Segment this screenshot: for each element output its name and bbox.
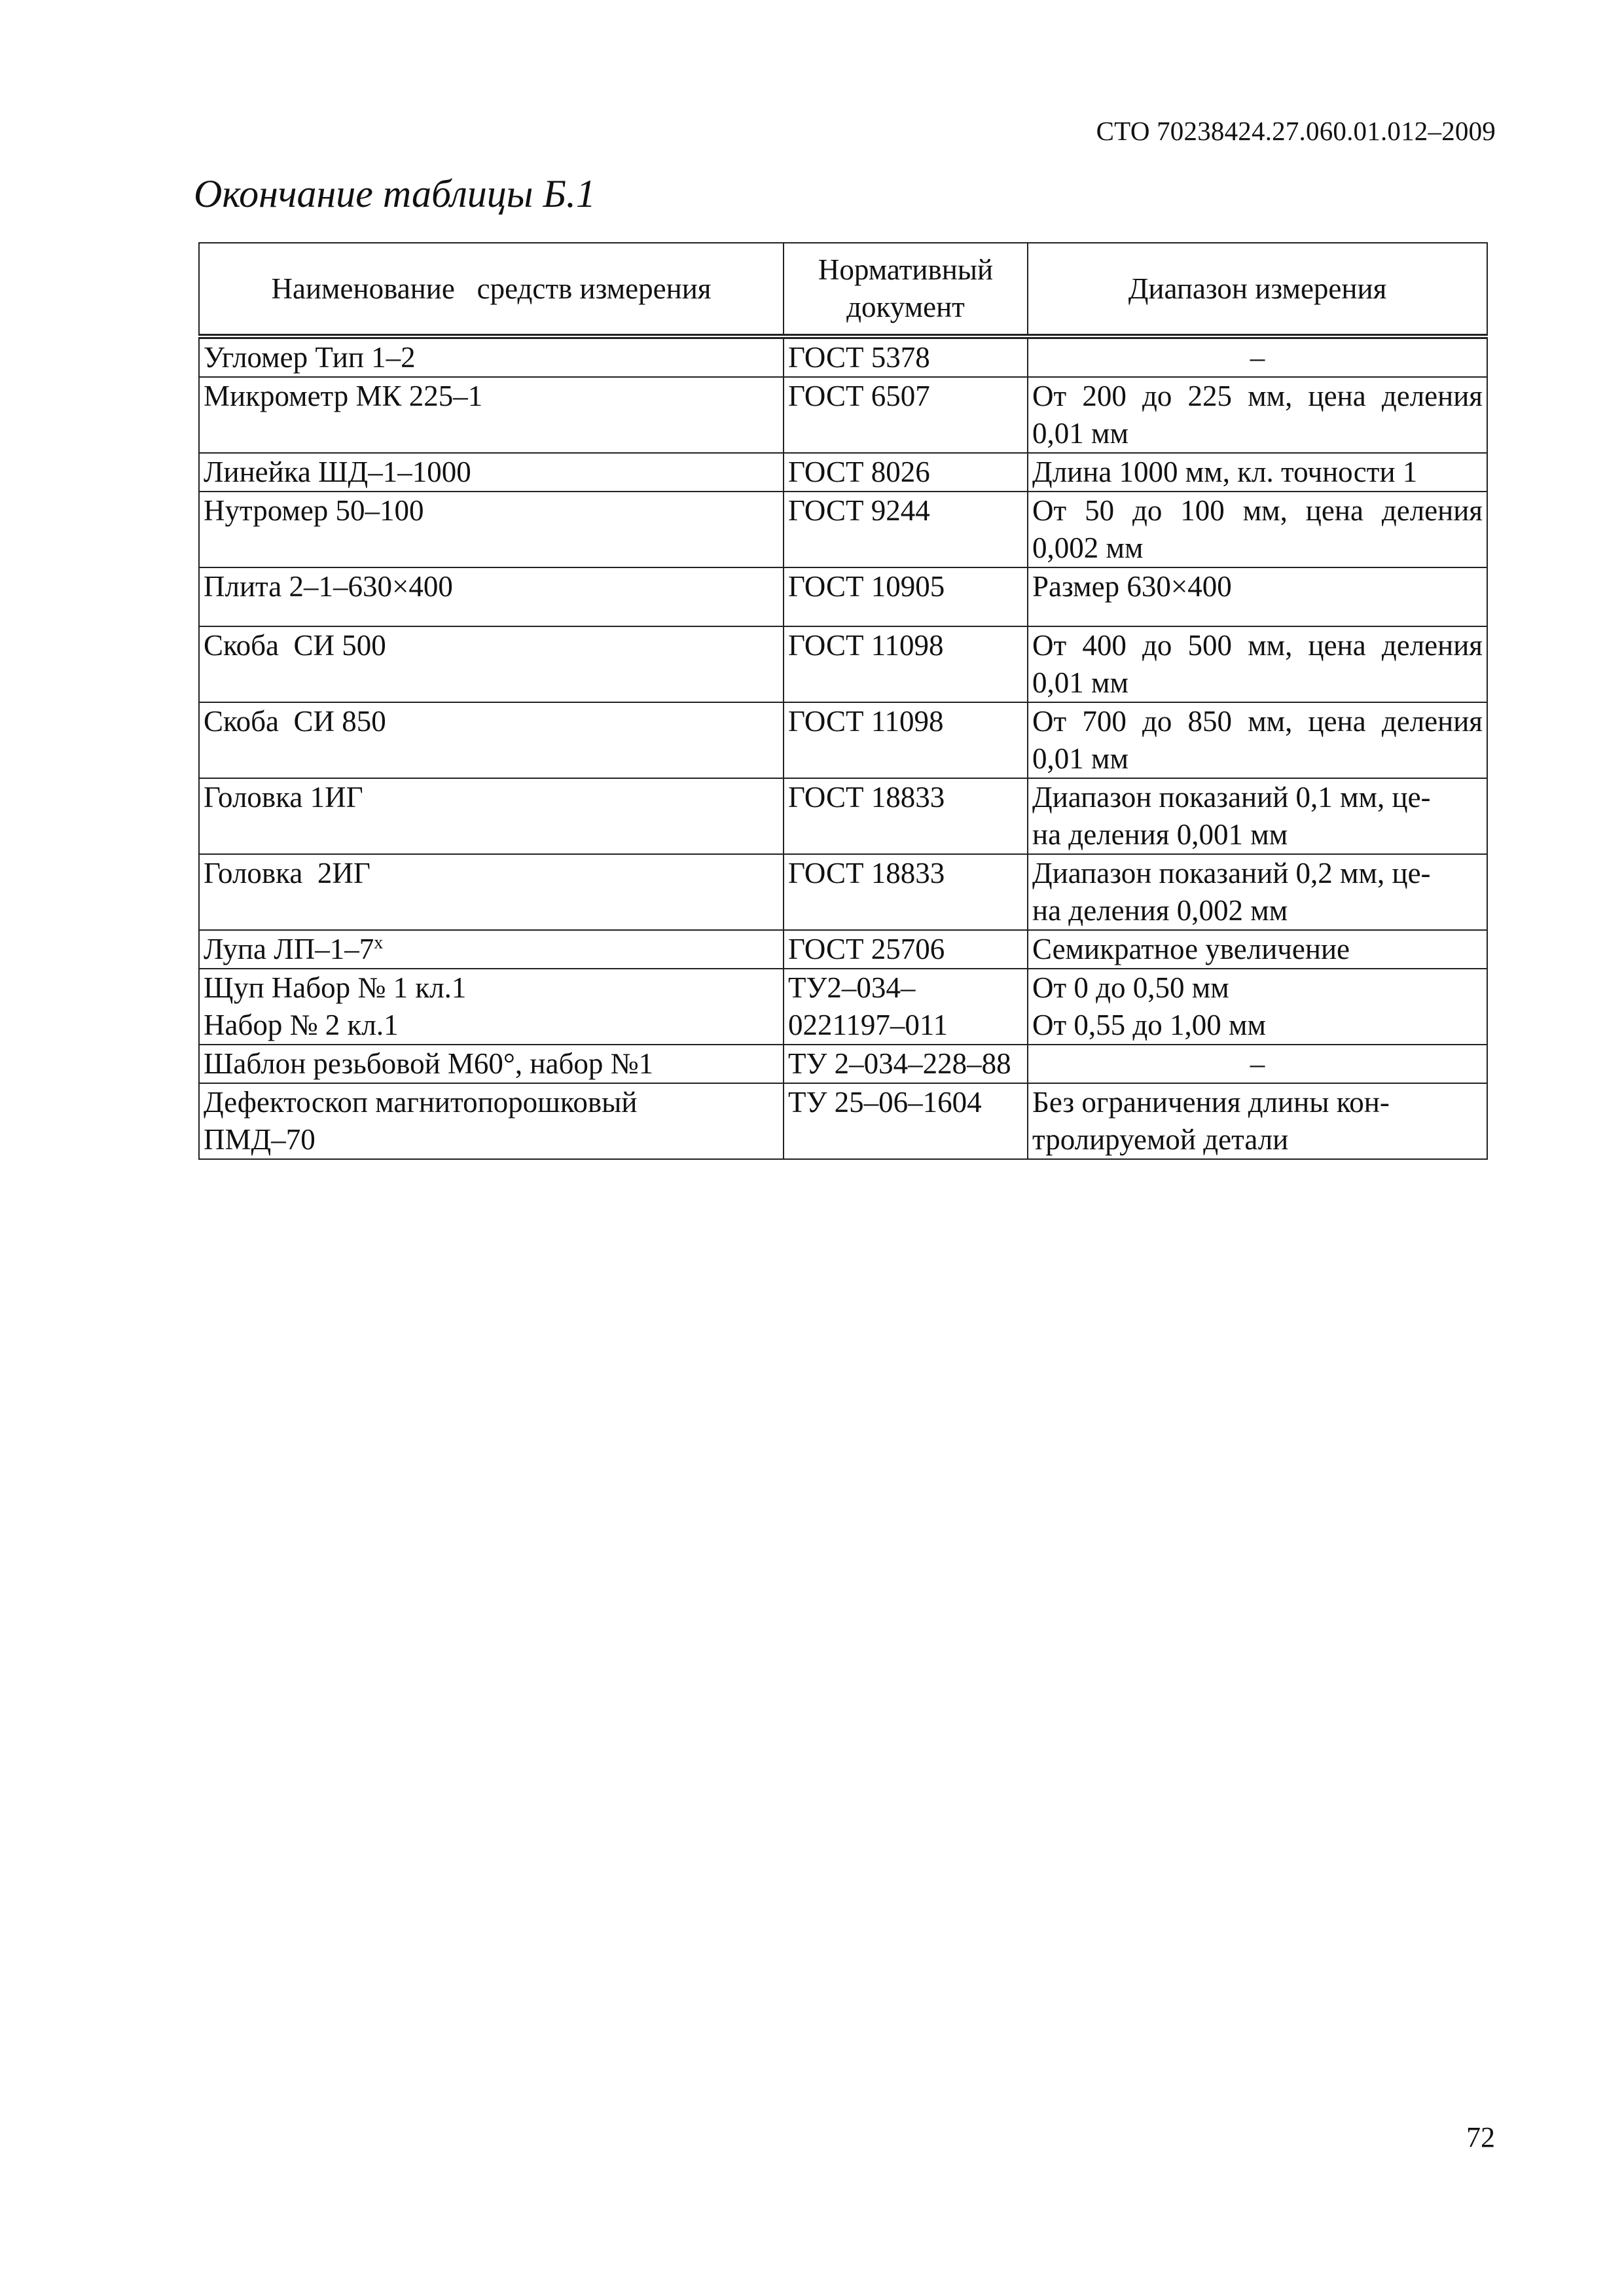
table-row	[199, 377, 1487, 453]
normative-document: ГОСТ 6507	[784, 377, 1028, 453]
normative-document: ГОСТ 18833	[784, 778, 1028, 854]
column-header-range: Диапазон измерения	[1028, 243, 1487, 336]
measurement-range: От 700 до 850 мм, цена деления 0,01 мм	[1028, 702, 1487, 778]
instrument-name: Плита 2–1–630×400	[199, 567, 784, 626]
column-header-name: Наименование средств измерения	[199, 243, 784, 336]
instrument-name-text: Лупа ЛП–1–7	[204, 933, 374, 965]
document-code: СТО 70238424.27.060.01.012–2009	[1096, 116, 1496, 146]
instrument-name: Дефектоскоп магнитопорошковый ПМД–70	[199, 1083, 784, 1159]
table-row	[199, 930, 1487, 969]
normative-document: ТУ2–034– 0221197–011	[784, 969, 1028, 1045]
instrument-name: Скоба СИ 500	[199, 626, 784, 702]
table-row	[199, 336, 1487, 377]
instrument-name: Шаблон резьбовой М60°, набор №1	[199, 1045, 784, 1083]
normative-document: ГОСТ 11098	[784, 626, 1028, 702]
table-header-row	[199, 243, 1487, 336]
instrument-name: Скоба СИ 850	[199, 702, 784, 778]
table-row	[199, 453, 1487, 492]
table-row	[199, 1083, 1487, 1159]
instrument-name: Нутромер 50–100	[199, 492, 784, 567]
instrument-name-superscript: х	[374, 933, 384, 953]
column-header-document: Нормативный документ	[784, 243, 1028, 336]
measurement-range: –	[1028, 336, 1487, 377]
instrument-name: Головка 1ИГ	[199, 778, 784, 854]
table-caption: Окончание таблицы Б.1	[194, 172, 596, 215]
measurement-range: От 50 до 100 мм, цена деления 0,002 мм	[1028, 492, 1487, 567]
table-row	[199, 567, 1487, 626]
table-row	[199, 778, 1487, 854]
table-row	[199, 702, 1487, 778]
normative-document: ГОСТ 5378	[784, 336, 1028, 377]
measurement-range: Семикратное увеличение	[1028, 930, 1487, 969]
measurement-range: От 200 до 225 мм, цена деления 0,01 мм	[1028, 377, 1487, 453]
table-row	[199, 626, 1487, 702]
table-row	[199, 969, 1487, 1045]
instrument-name: Головка 2ИГ	[199, 854, 784, 930]
page-number: 72	[1466, 2121, 1495, 2153]
measurement-range: Диапазон показаний 0,2 мм, це- на деления 0,002 мм	[1028, 854, 1487, 930]
normative-document: ТУ 2–034–228–88	[784, 1045, 1028, 1083]
normative-document: ГОСТ 9244	[784, 492, 1028, 567]
normative-document: ТУ 25–06–1604	[784, 1083, 1028, 1159]
normative-document: ГОСТ 8026	[784, 453, 1028, 492]
instrument-name: Микрометр МК 225–1	[199, 377, 784, 453]
instrument-name	[199, 930, 784, 969]
normative-document: ГОСТ 10905	[784, 567, 1028, 626]
measurement-range: –	[1028, 1045, 1487, 1083]
measurement-instruments-table	[198, 242, 1488, 1160]
instrument-name: Линейка ШД–1–1000	[199, 453, 784, 492]
normative-document: ГОСТ 18833	[784, 854, 1028, 930]
table-row	[199, 492, 1487, 567]
measurement-range: От 400 до 500 мм, цена деления 0,01 мм	[1028, 626, 1487, 702]
instrument-name: Угломер Тип 1–2	[199, 336, 784, 377]
table-row	[199, 854, 1487, 930]
measurement-range: Без ограничения длины кон- тролируемой детали	[1028, 1083, 1487, 1159]
measurement-range: Длина 1000 мм, кл. точности 1	[1028, 453, 1487, 492]
normative-document: ГОСТ 25706	[784, 930, 1028, 969]
instrument-name: Щуп Набор № 1 кл.1 Набор № 2 кл.1	[199, 969, 784, 1045]
normative-document: ГОСТ 11098	[784, 702, 1028, 778]
measurement-range: От 0 до 0,50 мм От 0,55 до 1,00 мм	[1028, 969, 1487, 1045]
table-row	[199, 1045, 1487, 1083]
measurement-range: Диапазон показаний 0,1 мм, це- на деления 0,001 мм	[1028, 778, 1487, 854]
measurement-range: Размер 630×400	[1028, 567, 1487, 626]
